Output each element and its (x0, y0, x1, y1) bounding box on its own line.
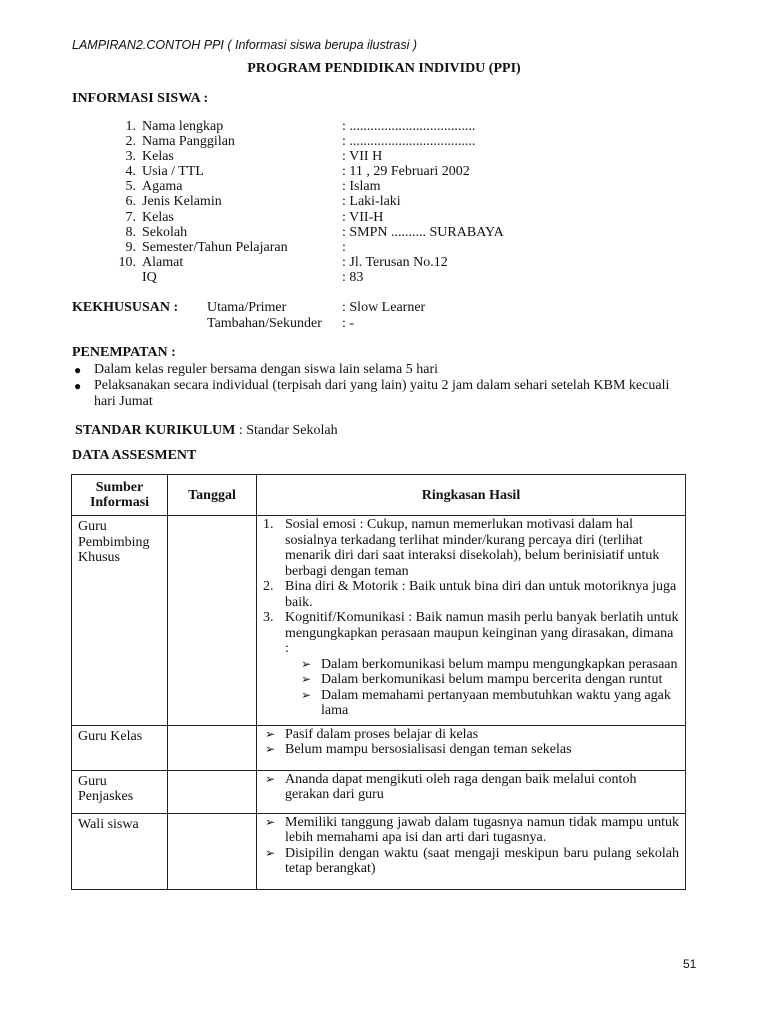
bullet-icon: ● (74, 379, 82, 393)
info-label: Sekolah (142, 224, 188, 240)
list-item-text: Ananda dapat mengikuti oleh raga dengan baik melalui contoh gerakan dari guru (285, 771, 637, 802)
info-label: Jenis Kelamin (142, 194, 222, 210)
source-cell: Guru Kelas (72, 725, 168, 770)
list-item-text: Bina diri & Motorik : Baik untuk bina diri dan untuk motoriknya juga baik. (285, 579, 677, 610)
info-value: : Jl. Terusan No.12 (342, 254, 448, 270)
document-title: PROGRAM PENDIDIKAN INDIVIDU (PPI) (247, 61, 521, 76)
arrow-list (263, 772, 679, 803)
list-item-text: Pasif dalam proses belajar di kelas (285, 726, 479, 742)
list-item-text: Dalam berkomunikasi belum mampu bercerita dengan runtut (321, 672, 663, 687)
result-cell (257, 725, 686, 770)
info-number: 4. (125, 164, 136, 180)
column-header-ringkasan: Ringkasan Hasil (257, 475, 686, 516)
info-label: Semester/Tahun Pelajaran (142, 239, 288, 255)
list-item (263, 815, 679, 846)
list-item-text: Dalam memahami pertanyaan membutuhkan waktu yang agak lama (321, 687, 671, 718)
info-label: Nama Panggilan (142, 134, 235, 150)
list-item-text: Sosial emosi : Cukup, namun memerlukan motivasi dalam hal sosialnya terkadang terlihat minder/kurang percaya diri (terlihat menarik diri dari saat interaksi disekolah), belum berinisiatif untuk berbagi dengan teman (285, 517, 660, 579)
list-item (263, 742, 679, 758)
bullet-icon: ● (74, 363, 82, 377)
kurikulum-label: STANDAR KURIKULUM (75, 423, 236, 438)
header-note: LAMPIRAN2.CONTOH PPI ( Informasi siswa berupa ilustrasi ) (72, 38, 418, 52)
info-label: Alamat (142, 254, 184, 270)
kekhususan-secondary-value: : - (342, 316, 355, 331)
data-assessment-heading: DATA ASSESMENT (72, 448, 197, 463)
arrow-bullet-icon: ➢ (265, 726, 276, 741)
date-cell (168, 770, 257, 813)
informasi-siswa-heading: INFORMASI SISWA : (72, 91, 209, 106)
info-number: 8. (125, 224, 136, 240)
arrow-bullet-icon: ➢ (265, 742, 276, 756)
list-item (263, 727, 679, 743)
list-item-text: Belum mampu bersosialisasi dengan teman sekelas (285, 742, 572, 757)
list-item (263, 610, 679, 657)
arrow-bullet-icon: ➢ (265, 845, 276, 860)
list-item (263, 657, 679, 673)
list-number: 3. (263, 610, 274, 625)
list-item (263, 579, 679, 610)
list-number: 1. (263, 517, 274, 532)
arrow-bullet-icon: ➢ (301, 672, 312, 686)
list-item (72, 378, 692, 410)
info-number: 5. (125, 179, 136, 195)
result-cell (257, 770, 686, 813)
column-header-sumber: Sumber Informasi (72, 475, 168, 516)
kekhususan-primary-label: Utama/Primer (207, 300, 287, 315)
source-cell: Guru Pembimbing Khusus (72, 516, 168, 726)
info-label: Usia / TTL (142, 164, 204, 180)
kurikulum-line (75, 423, 338, 439)
kekhususan-section (72, 300, 572, 332)
list-item (263, 846, 679, 877)
arrow-bullet-icon: ➢ (265, 771, 276, 786)
table-row (72, 725, 686, 770)
list-item (263, 672, 679, 688)
sub-list (263, 657, 679, 719)
info-value: : .................................... (342, 119, 476, 134)
info-value: : VII H (342, 149, 383, 165)
table-row (72, 813, 686, 889)
info-number: 2. (125, 134, 136, 150)
info-value: : Islam (342, 179, 381, 195)
list-item (72, 362, 692, 378)
column-header-tanggal: Tanggal (168, 475, 257, 516)
info-number: 6. (125, 194, 136, 210)
list-item (263, 688, 679, 719)
info-value: : .................................... (342, 134, 476, 150)
list-item-text: Disipilin dengan waktu (saat mengaji meskipun baru pulang sekolah tetap berangkat) (285, 845, 679, 876)
info-value: : 11 , 29 Februari 2002 (342, 164, 470, 180)
date-cell (168, 725, 257, 770)
info-value: : 83 (342, 269, 364, 285)
kekhususan-primary-value: : Slow Learner (342, 300, 426, 315)
info-label: IQ (142, 269, 157, 285)
table-row (72, 770, 686, 813)
assessment-table (71, 474, 686, 890)
penempatan-heading: PENEMPATAN : (72, 345, 176, 360)
info-number: 3. (125, 149, 136, 165)
result-cell (257, 813, 686, 889)
penempatan-list (72, 362, 692, 410)
info-label: Nama lengkap (142, 119, 224, 134)
list-item (263, 517, 679, 579)
arrow-list (263, 815, 679, 877)
info-number: 1. (125, 119, 136, 134)
penempatan-item-text: Dalam kelas reguler bersama dengan siswa lain selama 5 hari (94, 362, 439, 377)
arrow-bullet-icon: ➢ (301, 687, 312, 702)
page-number: 51 (683, 957, 697, 971)
source-cell: Wali siswa (72, 813, 168, 889)
date-cell (168, 516, 257, 726)
table-row (72, 516, 686, 726)
list-number: 2. (263, 579, 274, 594)
info-value: : VII-H (342, 209, 384, 225)
info-value: : SMPN .......... SURABAYA (342, 224, 504, 240)
kekhususan-secondary-label: Tambahan/Sekunder (207, 316, 322, 331)
info-label: Kelas (142, 209, 174, 225)
info-number: 10. (118, 254, 136, 270)
penempatan-item-text: Pelaksanakan secara individual (terpisah dari yang lain) yaitu 2 jam dalam sehari setelah KBM kecuali hari Jumat (94, 378, 670, 409)
info-value: : Laki-laki (342, 194, 401, 210)
list-item-text: Kognitif/Komunikasi : Baik namun masih perlu banyak berlatih untuk mengungkapkan perasaan maupun keinginan yang dirasakan, dimana : (285, 610, 679, 656)
arrow-list (263, 727, 679, 758)
table-header-row (72, 475, 686, 516)
date-cell (168, 813, 257, 889)
info-number: 9. (125, 239, 136, 255)
arrow-bullet-icon: ➢ (301, 656, 312, 671)
kekhususan-heading: KEKHUSUSAN : (72, 300, 179, 315)
info-label: Agama (142, 179, 183, 195)
list-item-text: Dalam berkomunikasi belum mampu mengungkapkan perasaan (321, 656, 678, 672)
info-number: 7. (125, 209, 136, 225)
arrow-bullet-icon: ➢ (265, 814, 276, 829)
result-cell (257, 516, 686, 726)
info-value: : (342, 239, 346, 255)
list-item (263, 772, 679, 803)
list-item-text: Memiliki tanggung jawab dalam tugasnya namun tidak mampu untuk lebih memahami apa isi dan arti dari tugasnya. (285, 814, 679, 845)
kurikulum-value: : Standar Sekolah (235, 423, 338, 438)
numbered-list (263, 517, 679, 657)
info-label: Kelas (142, 149, 174, 165)
source-cell: Guru Penjaskes (72, 770, 168, 813)
